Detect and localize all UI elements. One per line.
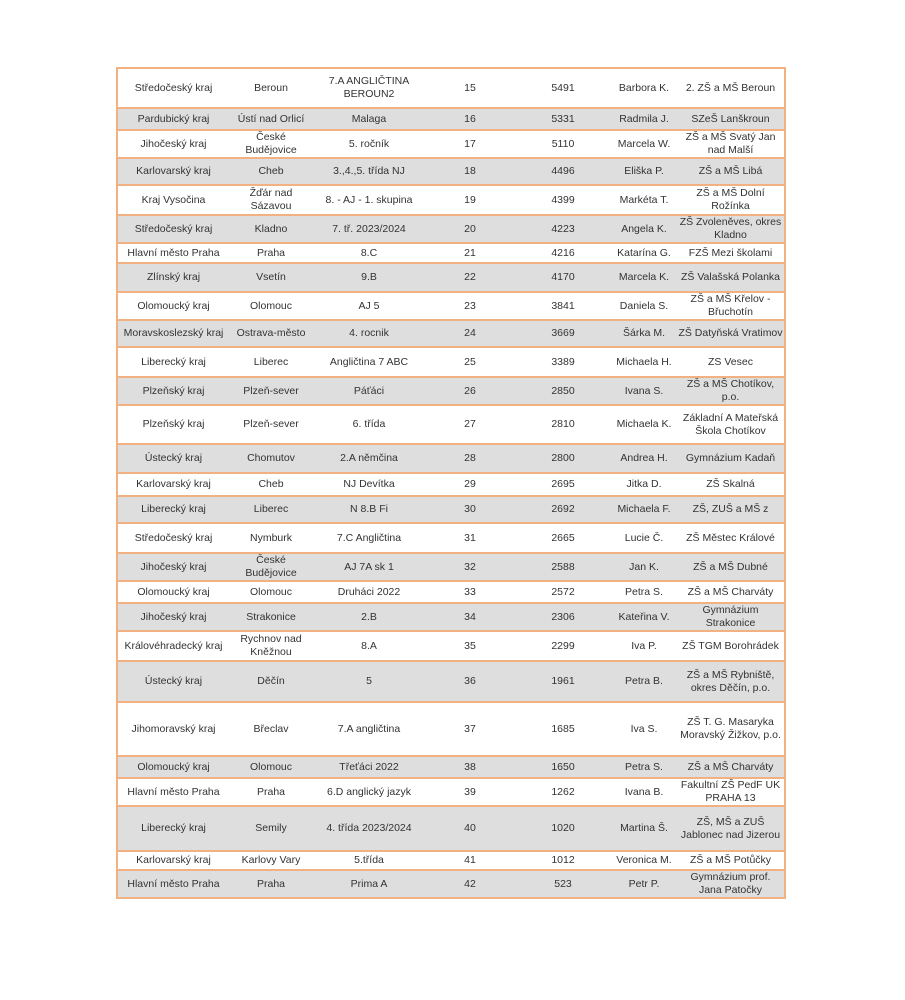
school-cell: ZŠ a MŠ Křelov - Břuchotín — [677, 292, 785, 320]
school-cell: ZŠ a MŠ Libá — [677, 158, 785, 185]
class-cell: Třeťáci 2022 — [313, 756, 425, 778]
district-cell: Děčín — [229, 661, 313, 702]
region-cell: Plzeňský kraj — [117, 405, 229, 444]
district-cell: Beroun — [229, 68, 313, 108]
rank-cell: 25 — [425, 347, 515, 377]
table-row — [117, 320, 785, 347]
class-cell: 2.B — [313, 603, 425, 631]
region-cell: Karlovarský kraj — [117, 473, 229, 496]
table-row — [117, 756, 785, 778]
region-cell: Kraj Vysočina — [117, 185, 229, 215]
teacher-cell: Veronica M. — [611, 851, 677, 870]
class-cell: 7.C Angličtina — [313, 523, 425, 553]
district-cell: České Budějovice — [229, 130, 313, 158]
rank-cell: 34 — [425, 603, 515, 631]
class-cell: 7. tř. 2023/2024 — [313, 215, 425, 243]
rank-cell: 17 — [425, 130, 515, 158]
rank-cell: 21 — [425, 243, 515, 263]
rank-cell: 42 — [425, 870, 515, 898]
points-cell: 5110 — [515, 130, 611, 158]
class-cell: Páťáci — [313, 377, 425, 405]
teacher-cell: Ivana B. — [611, 778, 677, 806]
school-cell: Gymnázium Kadaň — [677, 444, 785, 473]
class-cell: 7.A angličtina — [313, 702, 425, 756]
region-cell: Středočeský kraj — [117, 215, 229, 243]
rank-cell: 28 — [425, 444, 515, 473]
rank-cell: 38 — [425, 756, 515, 778]
teacher-cell: Iva S. — [611, 702, 677, 756]
rank-cell: 30 — [425, 496, 515, 523]
district-cell: Břeclav — [229, 702, 313, 756]
teacher-cell: Lucie Č. — [611, 523, 677, 553]
teacher-cell: Petra S. — [611, 756, 677, 778]
teacher-cell: Petr P. — [611, 870, 677, 898]
region-cell: Jihomoravský kraj — [117, 702, 229, 756]
rank-cell: 19 — [425, 185, 515, 215]
ranking-table — [116, 67, 786, 899]
points-cell: 1650 — [515, 756, 611, 778]
teacher-cell: Radmila J. — [611, 108, 677, 130]
school-cell: ZŠ Skalná — [677, 473, 785, 496]
school-cell: ZŠ a MŠ Charváty — [677, 756, 785, 778]
district-cell: Ústí nad Orlicí — [229, 108, 313, 130]
district-cell: Olomouc — [229, 756, 313, 778]
rank-cell: 15 — [425, 68, 515, 108]
region-cell: Pardubický kraj — [117, 108, 229, 130]
table-row — [117, 185, 785, 215]
district-cell: Rychnov nad Kněžnou — [229, 631, 313, 661]
ranking-table-body — [117, 68, 785, 898]
points-cell: 4223 — [515, 215, 611, 243]
rank-cell: 20 — [425, 215, 515, 243]
school-cell: ZŠ Valašská Polanka — [677, 263, 785, 292]
region-cell: Středočeský kraj — [117, 523, 229, 553]
class-cell: 7.A ANGLIČTINA BEROUN2 — [313, 68, 425, 108]
table-row — [117, 661, 785, 702]
region-cell: Olomoucký kraj — [117, 756, 229, 778]
class-cell: 8. - AJ - 1. skupina — [313, 185, 425, 215]
table-row — [117, 553, 785, 581]
points-cell: 2850 — [515, 377, 611, 405]
points-cell: 523 — [515, 870, 611, 898]
region-cell: Hlavní město Praha — [117, 870, 229, 898]
region-cell: Moravskoslezský kraj — [117, 320, 229, 347]
region-cell: Liberecký kraj — [117, 806, 229, 851]
table-row — [117, 851, 785, 870]
region-cell: Středočeský kraj — [117, 68, 229, 108]
school-cell: FZŠ Mezi školami — [677, 243, 785, 263]
table-row — [117, 347, 785, 377]
class-cell: 4. rocnik — [313, 320, 425, 347]
school-cell: 2. ZŠ a MŠ Beroun — [677, 68, 785, 108]
points-cell: 2810 — [515, 405, 611, 444]
district-cell: Žďár nad Sázavou — [229, 185, 313, 215]
district-cell: Olomouc — [229, 292, 313, 320]
points-cell: 3841 — [515, 292, 611, 320]
rank-cell: 18 — [425, 158, 515, 185]
points-cell: 1685 — [515, 702, 611, 756]
region-cell: Hlavní město Praha — [117, 243, 229, 263]
district-cell: Cheb — [229, 158, 313, 185]
teacher-cell: Andrea H. — [611, 444, 677, 473]
table-row — [117, 581, 785, 603]
points-cell: 2800 — [515, 444, 611, 473]
table-row — [117, 377, 785, 405]
table-row — [117, 870, 785, 898]
rank-cell: 33 — [425, 581, 515, 603]
district-cell: Ostrava-město — [229, 320, 313, 347]
school-cell: ZŠ T. G. Masaryka Moravský Žižkov, p.o. — [677, 702, 785, 756]
rank-cell: 16 — [425, 108, 515, 130]
school-cell: ZŠ a MŠ Dubné — [677, 553, 785, 581]
teacher-cell: Michaela H. — [611, 347, 677, 377]
points-cell: 4216 — [515, 243, 611, 263]
region-cell: Jihočeský kraj — [117, 130, 229, 158]
district-cell: Cheb — [229, 473, 313, 496]
class-cell: Druháci 2022 — [313, 581, 425, 603]
school-cell: SZeŠ Lanškroun — [677, 108, 785, 130]
district-cell: Plzeň-sever — [229, 377, 313, 405]
rank-cell: 23 — [425, 292, 515, 320]
class-cell: 4. třída 2023/2024 — [313, 806, 425, 851]
teacher-cell: Ivana S. — [611, 377, 677, 405]
rank-cell: 39 — [425, 778, 515, 806]
table-row — [117, 523, 785, 553]
district-cell: Praha — [229, 870, 313, 898]
rank-cell: 37 — [425, 702, 515, 756]
school-cell: ZŠ TGM Borohrádek — [677, 631, 785, 661]
class-cell: 5.třída — [313, 851, 425, 870]
class-cell: 3.,4.,5. třída NJ — [313, 158, 425, 185]
class-cell: 8.A — [313, 631, 425, 661]
district-cell: Chomutov — [229, 444, 313, 473]
region-cell: Královéhradecký kraj — [117, 631, 229, 661]
school-cell: ZŠ a MŠ Svatý Jan nad Malší — [677, 130, 785, 158]
district-cell: Praha — [229, 243, 313, 263]
region-cell: Plzeňský kraj — [117, 377, 229, 405]
school-cell: ZŠ, MŠ a ZUŠ Jablonec nad Jizerou — [677, 806, 785, 851]
class-cell: 6.D anglický jazyk — [313, 778, 425, 806]
class-cell: Angličtina 7 ABC — [313, 347, 425, 377]
teacher-cell: Katarína G. — [611, 243, 677, 263]
region-cell: Liberecký kraj — [117, 496, 229, 523]
teacher-cell: Daniela S. — [611, 292, 677, 320]
class-cell: 5. ročník — [313, 130, 425, 158]
teacher-cell: Petra S. — [611, 581, 677, 603]
rank-cell: 41 — [425, 851, 515, 870]
region-cell: Ústecký kraj — [117, 661, 229, 702]
rank-cell: 40 — [425, 806, 515, 851]
rank-cell: 27 — [425, 405, 515, 444]
district-cell: Nymburk — [229, 523, 313, 553]
points-cell: 2692 — [515, 496, 611, 523]
table-row — [117, 702, 785, 756]
table-row — [117, 263, 785, 292]
class-cell: 5 — [313, 661, 425, 702]
table-row — [117, 243, 785, 263]
points-cell: 1262 — [515, 778, 611, 806]
table-row — [117, 158, 785, 185]
region-cell: Olomoucký kraj — [117, 581, 229, 603]
teacher-cell: Jan K. — [611, 553, 677, 581]
rank-cell: 26 — [425, 377, 515, 405]
region-cell: Olomoucký kraj — [117, 292, 229, 320]
region-cell: Liberecký kraj — [117, 347, 229, 377]
district-cell: Praha — [229, 778, 313, 806]
district-cell: Karlovy Vary — [229, 851, 313, 870]
teacher-cell: Šárka M. — [611, 320, 677, 347]
region-cell: Jihočeský kraj — [117, 603, 229, 631]
school-cell: ZŠ a MŠ Potůčky — [677, 851, 785, 870]
rank-cell: 36 — [425, 661, 515, 702]
table-row — [117, 130, 785, 158]
school-cell: ZŠ a MŠ Charváty — [677, 581, 785, 603]
district-cell: České Budějovice — [229, 553, 313, 581]
district-cell: Semily — [229, 806, 313, 851]
class-cell: AJ 5 — [313, 292, 425, 320]
region-cell: Hlavní město Praha — [117, 778, 229, 806]
teacher-cell: Martina Š. — [611, 806, 677, 851]
points-cell: 2665 — [515, 523, 611, 553]
teacher-cell: Michaela K. — [611, 405, 677, 444]
teacher-cell: Eliška P. — [611, 158, 677, 185]
district-cell: Plzeň-sever — [229, 405, 313, 444]
teacher-cell: Markéta T. — [611, 185, 677, 215]
table-row — [117, 108, 785, 130]
region-cell: Karlovarský kraj — [117, 158, 229, 185]
points-cell: 1012 — [515, 851, 611, 870]
class-cell: 9.B — [313, 263, 425, 292]
points-cell: 4496 — [515, 158, 611, 185]
teacher-cell: Barbora K. — [611, 68, 677, 108]
points-cell: 5331 — [515, 108, 611, 130]
district-cell: Vsetín — [229, 263, 313, 292]
points-cell: 2306 — [515, 603, 611, 631]
table-row — [117, 68, 785, 108]
class-cell: 2.A němčina — [313, 444, 425, 473]
region-cell: Zlínský kraj — [117, 263, 229, 292]
class-cell: Malaga — [313, 108, 425, 130]
class-cell: Prima A — [313, 870, 425, 898]
rank-cell: 29 — [425, 473, 515, 496]
table-row — [117, 806, 785, 851]
district-cell: Strakonice — [229, 603, 313, 631]
points-cell: 4170 — [515, 263, 611, 292]
teacher-cell: Marcela K. — [611, 263, 677, 292]
points-cell: 1961 — [515, 661, 611, 702]
school-cell: Gymnázium prof. Jana Patočky — [677, 870, 785, 898]
table-row — [117, 496, 785, 523]
class-cell: 8.C — [313, 243, 425, 263]
teacher-cell: Iva P. — [611, 631, 677, 661]
district-cell: Liberec — [229, 496, 313, 523]
points-cell: 2572 — [515, 581, 611, 603]
teacher-cell: Marcela W. — [611, 130, 677, 158]
teacher-cell: Petra B. — [611, 661, 677, 702]
table-row — [117, 778, 785, 806]
class-cell: N 8.B Fi — [313, 496, 425, 523]
school-cell: Fakultní ZŠ PedF UK PRAHA 13 — [677, 778, 785, 806]
points-cell: 3389 — [515, 347, 611, 377]
rank-cell: 35 — [425, 631, 515, 661]
rank-cell: 22 — [425, 263, 515, 292]
teacher-cell: Angela K. — [611, 215, 677, 243]
class-cell: 6. třída — [313, 405, 425, 444]
district-cell: Kladno — [229, 215, 313, 243]
school-cell: Gymnázium Strakonice — [677, 603, 785, 631]
table-row — [117, 473, 785, 496]
points-cell: 1020 — [515, 806, 611, 851]
points-cell: 2695 — [515, 473, 611, 496]
school-cell: ZŠ Datyňská Vratimov — [677, 320, 785, 347]
class-cell: AJ 7A sk 1 — [313, 553, 425, 581]
table-row — [117, 631, 785, 661]
teacher-cell: Michaela F. — [611, 496, 677, 523]
district-cell: Olomouc — [229, 581, 313, 603]
school-cell: ZŠ a MŠ Dolní Rožínka — [677, 185, 785, 215]
district-cell: Liberec — [229, 347, 313, 377]
school-cell: ZŠ Zvoleněves, okres Kladno — [677, 215, 785, 243]
points-cell: 4399 — [515, 185, 611, 215]
class-cell: NJ Devítka — [313, 473, 425, 496]
school-cell: ZŠ a MŠ Rybniště, okres Děčín, p.o. — [677, 661, 785, 702]
teacher-cell: Kateřina V. — [611, 603, 677, 631]
region-cell: Jihočeský kraj — [117, 553, 229, 581]
region-cell: Ústecký kraj — [117, 444, 229, 473]
points-cell: 2299 — [515, 631, 611, 661]
points-cell: 2588 — [515, 553, 611, 581]
points-cell: 5491 — [515, 68, 611, 108]
school-cell: ZŠ, ZUŠ a MŠ z — [677, 496, 785, 523]
region-cell: Karlovarský kraj — [117, 851, 229, 870]
table-row — [117, 603, 785, 631]
points-cell: 3669 — [515, 320, 611, 347]
teacher-cell: Jitka D. — [611, 473, 677, 496]
table-row — [117, 292, 785, 320]
school-cell: ZS Vesec — [677, 347, 785, 377]
school-cell: ZŠ Městec Králové — [677, 523, 785, 553]
table-row — [117, 444, 785, 473]
table-row — [117, 215, 785, 243]
table-row — [117, 405, 785, 444]
rank-cell: 31 — [425, 523, 515, 553]
rank-cell: 32 — [425, 553, 515, 581]
school-cell: ZŠ a MŠ Chotíkov, p.o. — [677, 377, 785, 405]
school-cell: Základní A Mateřská Škola Chotíkov — [677, 405, 785, 444]
rank-cell: 24 — [425, 320, 515, 347]
